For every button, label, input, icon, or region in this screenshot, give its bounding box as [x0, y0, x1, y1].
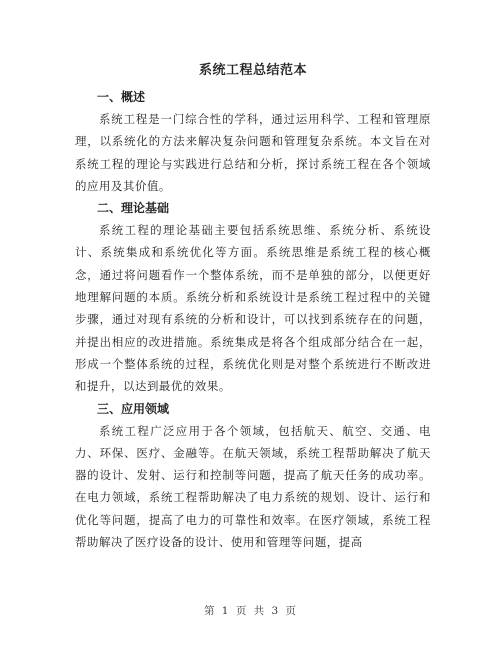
- page-title: 系统工程总结范本: [198, 63, 307, 78]
- section-heading: 二、理论基础: [97, 201, 170, 216]
- section-applications: [75, 398, 431, 554]
- section-paragraph: 系统工程是一门综合性的学科，通过运用科学、工程和管理原理，以系统化的方法来解决复杂问题和管理复杂系统。本文旨在对系统工程的理论与实践进行总结和分析，探讨系统工程在各个领域的应用及其价值。: [75, 112, 431, 193]
- section-heading: 一、概述: [97, 90, 146, 104]
- section-paragraph: 系统工程广泛应用于各个领域，包括航天、航空、交通、电力、环保、医疗、金融等。在航天领域，系统工程帮助解决了航天器的设计、发射、运行和控制等问题，提高了航天任务的成功率。在电力领域，系统工程帮助解决了电力系统的规划、设计、运行和优化等问题，提高了电力的可靠性和效率。在医疗领域，系统工程帮助解决了医疗设备的设计、使用和管理等问题，提高: [75, 423, 431, 550]
- section-paragraph: 系统工程的理论基础主要包括系统思维、系统分析、系统设计、系统集成和系统优化等方面。系统思维是系统工程的核心概念，通过将问题看作一个整体系统，而不是单独的部分，以便更好地理解问题的本质。系统分析和系统设计是系统工程过程中的关键步骤，通过对现有系统的分析和设计，可以找到系统存在的问题，并提出相应的改进措施。系统集成是将各个组成部分结合在一起，形成一个整体系统的过程，系统优化则是对整个系统进行不断改进和提升，以达到最优的效果。: [75, 223, 431, 394]
- section-theory: [75, 197, 431, 397]
- section-heading: 三、应用领域: [97, 401, 170, 416]
- section-overview: [75, 86, 431, 197]
- document-body: [75, 60, 431, 553]
- page-number-footer: 第 1 页 共 3 页: [203, 605, 299, 617]
